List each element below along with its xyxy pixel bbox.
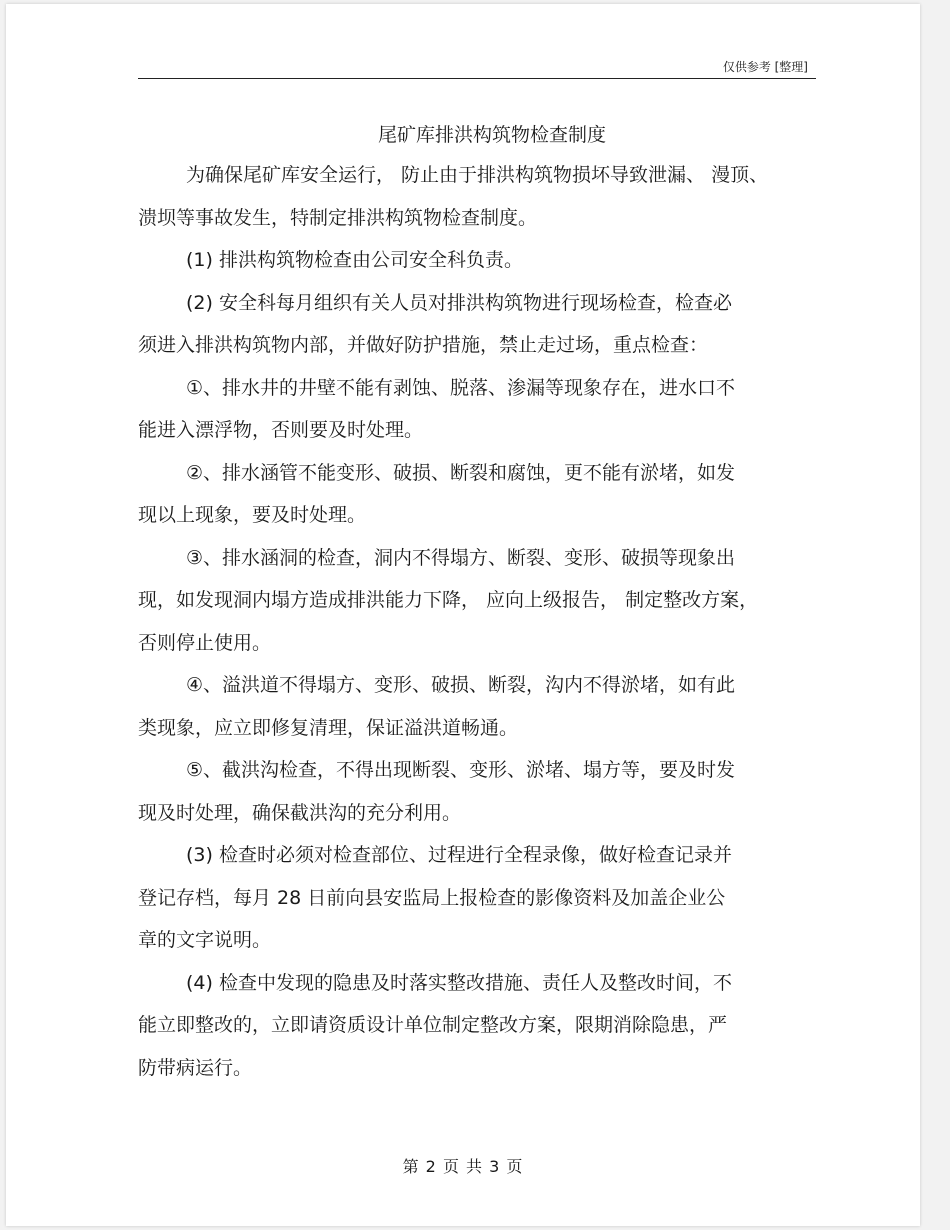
paragraph-line: 防带病运行。 <box>138 1056 253 1079</box>
paragraph-line: ①、排水井的井壁不能有剥蚀、脱落、渗漏等现象存在，进水口不 <box>186 376 736 399</box>
paragraph-line: 章的文字说明。 <box>138 929 272 951</box>
header-label: 仅供参考 [整理] <box>722 60 808 74</box>
document-page <box>6 4 920 1226</box>
paragraph-line: 现以上现象，要及时处理。 <box>138 504 367 526</box>
paragraph-line: (3) 检查时必须对检查部位、过程进行全程录像，做好检查记录并 <box>186 844 732 866</box>
paragraph-line: 须进入排洪构筑物内部，并做好防护措施，禁止走过场，重点检查： <box>138 334 709 356</box>
paragraph-line: 现，如发现洞内塌方造成排洪能力下降， 应向上级报告， 制定整改方案， <box>138 589 759 611</box>
paragraph-line: ⑤、截洪沟检查，不得出现断裂、变形、淤堵、塌方等，要及时发 <box>186 759 736 781</box>
paragraph-line: 现及时处理，确保截洪沟的充分利用。 <box>138 801 462 824</box>
paragraph-line: 能进入漂浮物，否则要及时处理。 <box>138 419 424 441</box>
page-number: 第 2 页 共 3 页 <box>402 1157 524 1176</box>
paragraph-line: 否则停止使用。 <box>138 631 272 654</box>
document-body <box>138 154 818 1089</box>
paragraph-line: 登记存档，每月 28 日前向县安监局上报检查的影像资料及加盖企业公 <box>138 886 726 909</box>
paragraph-line: 溃坝等事故发生，特制定排洪构筑物检查制度。 <box>138 206 538 229</box>
paragraph-line: (2) 安全科每月组织有关人员对排洪构筑物进行现场检查，检查必 <box>186 291 732 314</box>
paragraph-line: ④、溢洪道不得塌方、变形、破损、断裂，沟内不得淤堵，如有此 <box>186 674 736 696</box>
paragraph-line: (1) 排洪构筑物检查由公司安全科负责。 <box>186 249 523 271</box>
header-rule <box>138 78 816 79</box>
paragraph-line: ③、排水涵洞的检查，洞内不得塌方、断裂、变形、破损等现象出 <box>186 546 736 569</box>
paragraph-line: 为确保尾矿库安全运行， 防止由于排洪构筑物损坏导致泄漏、 漫顶、 <box>186 164 769 186</box>
paragraph-line: 能立即整改的，立即请资质设计单位制定整改方案，限期消除隐患，严 <box>138 1014 728 1036</box>
paragraph-line: 类现象，应立即修复清理，保证溢洪道畅通。 <box>138 716 519 739</box>
document-title: 尾矿库排洪构筑物检查制度 <box>377 124 606 146</box>
paragraph-line: (4) 检查中发现的隐患及时落实整改措施、责任人及整改时间，不 <box>186 971 732 994</box>
paragraph-line: ②、排水涵管不能变形、破损、断裂和腐蚀，更不能有淤堵，如发 <box>186 461 736 484</box>
